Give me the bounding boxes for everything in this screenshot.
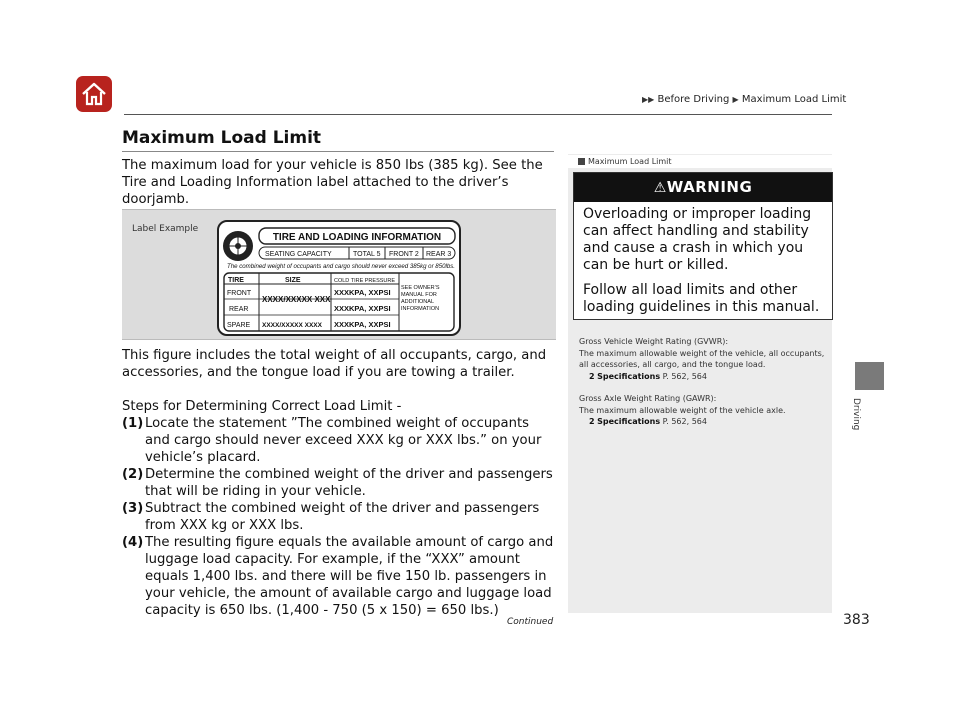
continued-label: Continued (507, 617, 554, 627)
tire-icon (223, 231, 253, 261)
row-tire: REAR (229, 306, 249, 313)
steps-list (122, 415, 558, 619)
breadcrumb-item-before-driving[interactable]: Before Driving (657, 94, 730, 105)
seating-front-text: FRONT 2 (389, 251, 419, 258)
row-pressure: XXXKPA, XXPSI (334, 320, 391, 329)
breadcrumb-item-current: Maximum Load Limit (741, 94, 847, 105)
step-text: Subtract the combined weight of the driver and passengers from XXX kg or XXX lbs. (145, 501, 540, 533)
header-divider (124, 114, 832, 115)
side-notes-title: Maximum Load Limit (588, 157, 672, 166)
warning-title-bar (574, 173, 832, 202)
figure-label: Label Example (132, 224, 199, 234)
step-text: Locate the statement ”The combined weight of occupants and cargo should never exceed XXX kg or XXX lbs.” on your vehicle’s placard. (145, 416, 542, 465)
warning-paragraph: Follow all load limits and other loading guidelines in this manual. (583, 282, 820, 315)
steps-heading: Steps for Determining Correct Load Limit - (122, 399, 402, 414)
tire-loading-label (217, 220, 461, 336)
weight-rating-notes (579, 336, 829, 428)
row-pressure: XXXKPA, XXPSI (334, 304, 391, 313)
label-example-figure (122, 209, 556, 340)
row-tire: FRONT (227, 290, 252, 297)
label-title: TIRE AND LOADING INFORMATION (272, 232, 442, 243)
list-item (122, 500, 558, 534)
figure-description: This figure includes the total weight of all occupants, cargo, and accessories, and the tongue load if you are towing a trailer. (122, 348, 547, 380)
seating-total-text: TOTAL 5 (353, 251, 381, 258)
warning-body (574, 202, 832, 316)
row-tire: SPARE (227, 322, 251, 329)
col-pressure-header: COLD TIRE PRESSURE (334, 278, 396, 284)
row-size: XXXX/XXXXX XXXX (262, 322, 322, 329)
warning-triangle-icon: ⚠ (653, 180, 667, 196)
gvwr-text: The maximum allowable weight of the vehicle, all occupants, all accessories, all cargo, and the tongue load. (579, 348, 825, 369)
gvwr-ref-label[interactable]: Specifications (597, 371, 661, 381)
home-icon (81, 82, 107, 106)
gvwr-ref-pages: P. 562, 564 (662, 371, 707, 381)
intro-paragraph: The maximum load for your vehicle is 850 lbs (385 kg). See the Tire and Loading Information label attached to the driver’s doorjamb. (122, 158, 543, 207)
gawr-text: The maximum allowable weight of the vehicle axle. (579, 405, 786, 415)
breadcrumb-arrow-icon: ▶ (732, 95, 739, 104)
warning-title: WARNING (666, 178, 753, 196)
col-size-header: SIZE (285, 277, 301, 284)
reference-arrow-icon: 2 (589, 371, 595, 381)
note-marker-icon (578, 158, 585, 165)
gawr-ref-pages: P. 562, 564 (662, 417, 707, 426)
reference-arrow-icon: 2 (589, 417, 595, 426)
gvwr-title: Gross Vehicle Weight Rating (GVWR): (579, 337, 729, 346)
warning-box (573, 172, 833, 320)
gawr-reference[interactable] (579, 416, 829, 428)
gawr-title: Gross Axle Weight Rating (GAWR): (579, 394, 717, 403)
seating-capacity-text: SEATING CAPACITY (265, 251, 332, 258)
seating-rear-text: REAR 3 (426, 251, 452, 258)
title-divider (122, 151, 554, 152)
step-text: Determine the combined weight of the driver and passengers that will be riding in your vehicle. (145, 467, 553, 499)
list-item (122, 415, 558, 466)
section-tab-label: Driving (851, 398, 861, 431)
row-size: XXXX/XXXXX XXX (262, 295, 331, 304)
home-button[interactable] (76, 76, 112, 112)
gvwr-reference[interactable] (579, 371, 829, 383)
step-number: (3) (122, 501, 144, 516)
page-number: 383 (843, 612, 870, 628)
step-text: The resulting figure equals the available amount of cargo and luggage load capacity. For example, if the “XXX” amount equals 1,400 lbs. and there will be five 150 lb. passengers in your vehicle, the amount of available cargo and luggage load capacity is 650 lbs. (1,400 - 750 (5 x 150) = 650 lbs.) (145, 535, 554, 618)
step-number: (4) (122, 535, 144, 550)
breadcrumb-arrow-icon: ▶▶ (642, 95, 655, 104)
section-tab-marker[interactable] (855, 362, 884, 390)
step-number: (1) (122, 416, 144, 431)
gawr-ref-label[interactable]: Specifications (597, 417, 661, 426)
step-number: (2) (122, 467, 144, 482)
side-notes-header (568, 155, 832, 168)
combined-weight-text: The combined weight of occupants and cargo should never exceed 385kg or 850lbs. (227, 264, 455, 270)
col-tire-header: TIRE (228, 277, 244, 284)
see-manual-note: SEE OWNER’S MANUAL FOR ADDITIONAL INFORMATION (401, 285, 440, 312)
list-item (122, 534, 558, 619)
warning-paragraph: Overloading or improper loading can affect handling and stability and cause a crash in which you can be hurt or killed. (583, 206, 812, 273)
list-item (122, 466, 558, 500)
row-pressure: XXXKPA, XXPSI (334, 288, 391, 297)
page-title: Maximum Load Limit (122, 128, 322, 148)
breadcrumb (642, 94, 846, 105)
tire-label-drawing (219, 222, 459, 334)
